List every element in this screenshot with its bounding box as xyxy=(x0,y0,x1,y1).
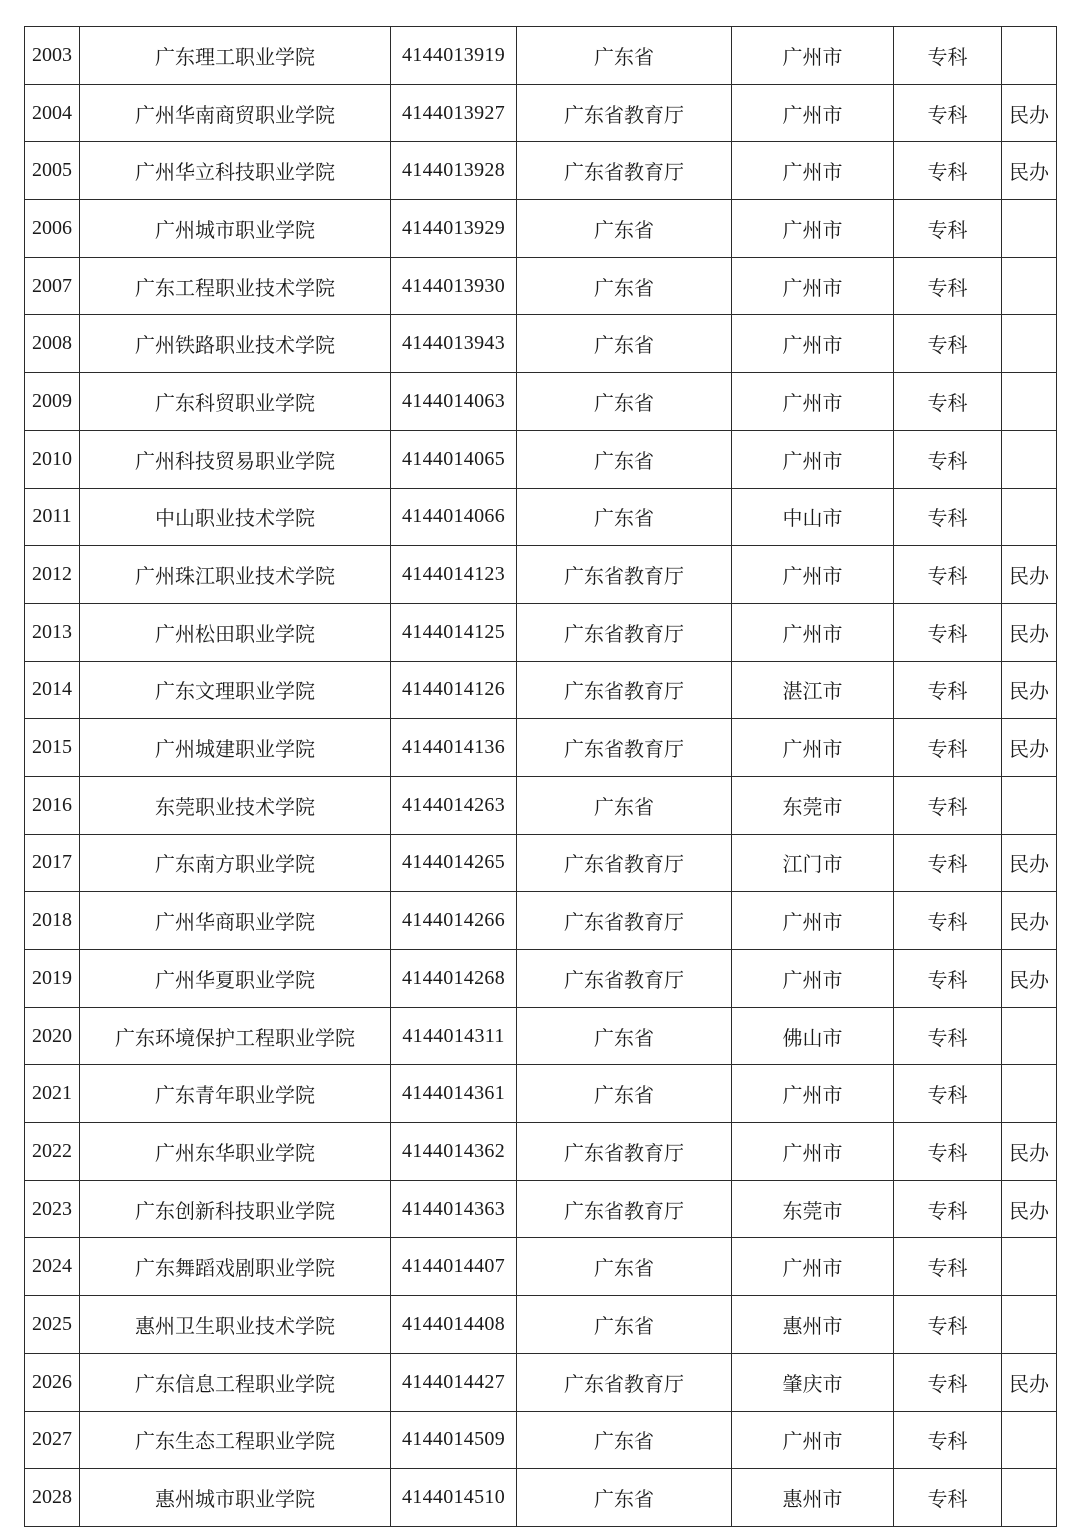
city-cell: 广州市 xyxy=(732,892,894,950)
authority-cell: 广东省 xyxy=(517,1238,732,1296)
school-code-cell: 4144014408 xyxy=(391,1296,517,1354)
city-cell: 佛山市 xyxy=(732,1007,894,1065)
school-name-cell: 广州华立科技职业学院 xyxy=(80,142,391,200)
education-level-cell: 专科 xyxy=(894,1065,1002,1123)
school-code-cell: 4144013928 xyxy=(391,142,517,200)
ownership-note-cell: 民办 xyxy=(1002,1123,1057,1181)
table-row xyxy=(25,546,1057,604)
city-cell: 广州市 xyxy=(732,1238,894,1296)
school-name-cell: 广东环境保护工程职业学院 xyxy=(80,1007,391,1065)
education-level-cell: 专科 xyxy=(894,1469,1002,1527)
table-row xyxy=(25,603,1057,661)
ownership-note-cell xyxy=(1002,430,1057,488)
ownership-note-cell xyxy=(1002,257,1057,315)
table-row xyxy=(25,430,1057,488)
ownership-note-cell: 民办 xyxy=(1002,546,1057,604)
table-row xyxy=(25,1238,1057,1296)
school-code-cell: 4144014510 xyxy=(391,1469,517,1527)
education-level-cell: 专科 xyxy=(894,1180,1002,1238)
education-level-cell: 专科 xyxy=(894,142,1002,200)
school-name-cell: 广州城市职业学院 xyxy=(80,200,391,258)
city-cell: 广州市 xyxy=(732,1065,894,1123)
education-level-cell: 专科 xyxy=(894,776,1002,834)
school-name-cell: 东莞职业技术学院 xyxy=(80,776,391,834)
city-cell: 江门市 xyxy=(732,834,894,892)
school-code-cell: 4144014362 xyxy=(391,1123,517,1181)
city-cell: 惠州市 xyxy=(732,1296,894,1354)
city-cell: 广州市 xyxy=(732,1123,894,1181)
city-cell: 广州市 xyxy=(732,430,894,488)
education-level-cell: 专科 xyxy=(894,257,1002,315)
row-number-cell: 2011 xyxy=(25,488,80,546)
city-cell: 广州市 xyxy=(732,142,894,200)
school-name-cell: 广州科技贸易职业学院 xyxy=(80,430,391,488)
school-code-cell: 4144014065 xyxy=(391,430,517,488)
city-cell: 广州市 xyxy=(732,373,894,431)
city-cell: 中山市 xyxy=(732,488,894,546)
table-row xyxy=(25,892,1057,950)
school-name-cell: 广东工程职业技术学院 xyxy=(80,257,391,315)
school-name-cell: 惠州卫生职业技术学院 xyxy=(80,1296,391,1354)
ownership-note-cell: 民办 xyxy=(1002,661,1057,719)
university-list-page xyxy=(24,26,1056,1527)
education-level-cell: 专科 xyxy=(894,603,1002,661)
city-cell: 东莞市 xyxy=(732,1180,894,1238)
ownership-note-cell xyxy=(1002,315,1057,373)
table-body xyxy=(25,27,1057,1527)
authority-cell: 广东省教育厅 xyxy=(517,1180,732,1238)
row-number-cell: 2004 xyxy=(25,84,80,142)
ownership-note-cell xyxy=(1002,488,1057,546)
table-row xyxy=(25,27,1057,85)
school-name-cell: 广州华夏职业学院 xyxy=(80,950,391,1008)
authority-cell: 广东省 xyxy=(517,488,732,546)
row-number-cell: 2026 xyxy=(25,1353,80,1411)
table-row xyxy=(25,84,1057,142)
city-cell: 湛江市 xyxy=(732,661,894,719)
school-code-cell: 4144014125 xyxy=(391,603,517,661)
ownership-note-cell xyxy=(1002,1411,1057,1469)
authority-cell: 广东省教育厅 xyxy=(517,1353,732,1411)
row-number-cell: 2016 xyxy=(25,776,80,834)
education-level-cell: 专科 xyxy=(894,546,1002,604)
school-name-cell: 广东文理职业学院 xyxy=(80,661,391,719)
row-number-cell: 2010 xyxy=(25,430,80,488)
school-name-cell: 广东南方职业学院 xyxy=(80,834,391,892)
row-number-cell: 2007 xyxy=(25,257,80,315)
row-number-cell: 2015 xyxy=(25,719,80,777)
authority-cell: 广东省 xyxy=(517,1296,732,1354)
school-code-cell: 4144013929 xyxy=(391,200,517,258)
row-number-cell: 2014 xyxy=(25,661,80,719)
ownership-note-cell: 民办 xyxy=(1002,1180,1057,1238)
authority-cell: 广东省教育厅 xyxy=(517,84,732,142)
row-number-cell: 2006 xyxy=(25,200,80,258)
authority-cell: 广东省教育厅 xyxy=(517,142,732,200)
ownership-note-cell: 民办 xyxy=(1002,950,1057,1008)
education-level-cell: 专科 xyxy=(894,892,1002,950)
city-cell: 广州市 xyxy=(732,719,894,777)
authority-cell: 广东省教育厅 xyxy=(517,1123,732,1181)
row-number-cell: 2019 xyxy=(25,950,80,1008)
city-cell: 广州市 xyxy=(732,200,894,258)
authority-cell: 广东省 xyxy=(517,1411,732,1469)
ownership-note-cell: 民办 xyxy=(1002,719,1057,777)
table-row xyxy=(25,488,1057,546)
ownership-note-cell xyxy=(1002,373,1057,431)
education-level-cell: 专科 xyxy=(894,1238,1002,1296)
authority-cell: 广东省教育厅 xyxy=(517,834,732,892)
ownership-note-cell xyxy=(1002,1007,1057,1065)
ownership-note-cell: 民办 xyxy=(1002,142,1057,200)
school-name-cell: 广州城建职业学院 xyxy=(80,719,391,777)
school-name-cell: 广东理工职业学院 xyxy=(80,27,391,85)
ownership-note-cell xyxy=(1002,27,1057,85)
city-cell: 惠州市 xyxy=(732,1469,894,1527)
school-code-cell: 4144013919 xyxy=(391,27,517,85)
city-cell: 广州市 xyxy=(732,27,894,85)
school-code-cell: 4144014311 xyxy=(391,1007,517,1065)
table-row xyxy=(25,200,1057,258)
row-number-cell: 2024 xyxy=(25,1238,80,1296)
ownership-note-cell xyxy=(1002,1238,1057,1296)
city-cell: 东莞市 xyxy=(732,776,894,834)
school-name-cell: 广州华商职业学院 xyxy=(80,892,391,950)
school-code-cell: 4144013927 xyxy=(391,84,517,142)
school-name-cell: 广东创新科技职业学院 xyxy=(80,1180,391,1238)
authority-cell: 广东省 xyxy=(517,257,732,315)
education-level-cell: 专科 xyxy=(894,315,1002,373)
row-number-cell: 2013 xyxy=(25,603,80,661)
education-level-cell: 专科 xyxy=(894,719,1002,777)
table-row xyxy=(25,950,1057,1008)
school-name-cell: 广东生态工程职业学院 xyxy=(80,1411,391,1469)
row-number-cell: 2021 xyxy=(25,1065,80,1123)
city-cell: 广州市 xyxy=(732,1411,894,1469)
education-level-cell: 专科 xyxy=(894,373,1002,431)
education-level-cell: 专科 xyxy=(894,27,1002,85)
table-row xyxy=(25,834,1057,892)
table-row xyxy=(25,1469,1057,1527)
school-name-cell: 广东青年职业学院 xyxy=(80,1065,391,1123)
row-number-cell: 2020 xyxy=(25,1007,80,1065)
city-cell: 广州市 xyxy=(732,603,894,661)
city-cell: 广州市 xyxy=(732,546,894,604)
education-level-cell: 专科 xyxy=(894,1411,1002,1469)
education-level-cell: 专科 xyxy=(894,661,1002,719)
authority-cell: 广东省 xyxy=(517,776,732,834)
authority-cell: 广东省教育厅 xyxy=(517,892,732,950)
school-code-cell: 4144014265 xyxy=(391,834,517,892)
education-level-cell: 专科 xyxy=(894,84,1002,142)
table-row xyxy=(25,373,1057,431)
authority-cell: 广东省教育厅 xyxy=(517,603,732,661)
city-cell: 广州市 xyxy=(732,84,894,142)
table-row xyxy=(25,315,1057,373)
school-code-cell: 4144014126 xyxy=(391,661,517,719)
school-code-cell: 4144014427 xyxy=(391,1353,517,1411)
authority-cell: 广东省 xyxy=(517,1065,732,1123)
education-level-cell: 专科 xyxy=(894,1353,1002,1411)
table-row xyxy=(25,1123,1057,1181)
school-name-cell: 中山职业技术学院 xyxy=(80,488,391,546)
table-row xyxy=(25,142,1057,200)
school-name-cell: 广州华南商贸职业学院 xyxy=(80,84,391,142)
education-level-cell: 专科 xyxy=(894,1007,1002,1065)
row-number-cell: 2017 xyxy=(25,834,80,892)
school-code-cell: 4144014268 xyxy=(391,950,517,1008)
ownership-note-cell xyxy=(1002,200,1057,258)
authority-cell: 广东省教育厅 xyxy=(517,950,732,1008)
school-name-cell: 广州珠江职业技术学院 xyxy=(80,546,391,604)
authority-cell: 广东省 xyxy=(517,1007,732,1065)
education-level-cell: 专科 xyxy=(894,834,1002,892)
city-cell: 广州市 xyxy=(732,950,894,1008)
school-code-cell: 4144014361 xyxy=(391,1065,517,1123)
authority-cell: 广东省教育厅 xyxy=(517,661,732,719)
table-row xyxy=(25,1065,1057,1123)
education-level-cell: 专科 xyxy=(894,1296,1002,1354)
school-code-cell: 4144014063 xyxy=(391,373,517,431)
row-number-cell: 2005 xyxy=(25,142,80,200)
education-level-cell: 专科 xyxy=(894,488,1002,546)
authority-cell: 广东省 xyxy=(517,27,732,85)
row-number-cell: 2008 xyxy=(25,315,80,373)
table-row xyxy=(25,776,1057,834)
city-cell: 广州市 xyxy=(732,315,894,373)
table-row xyxy=(25,257,1057,315)
school-code-cell: 4144013943 xyxy=(391,315,517,373)
ownership-note-cell: 民办 xyxy=(1002,84,1057,142)
education-level-cell: 专科 xyxy=(894,430,1002,488)
row-number-cell: 2012 xyxy=(25,546,80,604)
row-number-cell: 2003 xyxy=(25,27,80,85)
ownership-note-cell: 民办 xyxy=(1002,834,1057,892)
school-code-cell: 4144014136 xyxy=(391,719,517,777)
school-code-cell: 4144014263 xyxy=(391,776,517,834)
authority-cell: 广东省 xyxy=(517,430,732,488)
row-number-cell: 2025 xyxy=(25,1296,80,1354)
authority-cell: 广东省 xyxy=(517,373,732,431)
ownership-note-cell xyxy=(1002,776,1057,834)
row-number-cell: 2009 xyxy=(25,373,80,431)
city-cell: 广州市 xyxy=(732,257,894,315)
school-code-cell: 4144014123 xyxy=(391,546,517,604)
school-name-cell: 广州东华职业学院 xyxy=(80,1123,391,1181)
school-name-cell: 广东舞蹈戏剧职业学院 xyxy=(80,1238,391,1296)
school-name-cell: 广州松田职业学院 xyxy=(80,603,391,661)
ownership-note-cell: 民办 xyxy=(1002,892,1057,950)
row-number-cell: 2028 xyxy=(25,1469,80,1527)
school-code-cell: 4144014066 xyxy=(391,488,517,546)
school-name-cell: 惠州城市职业学院 xyxy=(80,1469,391,1527)
ownership-note-cell: 民办 xyxy=(1002,1353,1057,1411)
ownership-note-cell xyxy=(1002,1296,1057,1354)
table-row xyxy=(25,1180,1057,1238)
school-code-cell: 4144014407 xyxy=(391,1238,517,1296)
table-row xyxy=(25,1353,1057,1411)
school-code-cell: 4144014509 xyxy=(391,1411,517,1469)
row-number-cell: 2022 xyxy=(25,1123,80,1181)
school-code-cell: 4144014363 xyxy=(391,1180,517,1238)
ownership-note-cell: 民办 xyxy=(1002,603,1057,661)
education-level-cell: 专科 xyxy=(894,200,1002,258)
table-row xyxy=(25,719,1057,777)
ownership-note-cell xyxy=(1002,1469,1057,1527)
authority-cell: 广东省 xyxy=(517,200,732,258)
row-number-cell: 2018 xyxy=(25,892,80,950)
school-name-cell: 广州铁路职业技术学院 xyxy=(80,315,391,373)
city-cell: 肇庆市 xyxy=(732,1353,894,1411)
table-row xyxy=(25,661,1057,719)
table-row xyxy=(25,1296,1057,1354)
authority-cell: 广东省 xyxy=(517,315,732,373)
authority-cell: 广东省教育厅 xyxy=(517,546,732,604)
authority-cell: 广东省教育厅 xyxy=(517,719,732,777)
row-number-cell: 2027 xyxy=(25,1411,80,1469)
education-level-cell: 专科 xyxy=(894,950,1002,1008)
row-number-cell: 2023 xyxy=(25,1180,80,1238)
ownership-note-cell xyxy=(1002,1065,1057,1123)
table-row xyxy=(25,1411,1057,1469)
university-table xyxy=(24,26,1057,1527)
school-name-cell: 广东信息工程职业学院 xyxy=(80,1353,391,1411)
school-name-cell: 广东科贸职业学院 xyxy=(80,373,391,431)
education-level-cell: 专科 xyxy=(894,1123,1002,1181)
school-code-cell: 4144013930 xyxy=(391,257,517,315)
school-code-cell: 4144014266 xyxy=(391,892,517,950)
authority-cell: 广东省 xyxy=(517,1469,732,1527)
table-row xyxy=(25,1007,1057,1065)
